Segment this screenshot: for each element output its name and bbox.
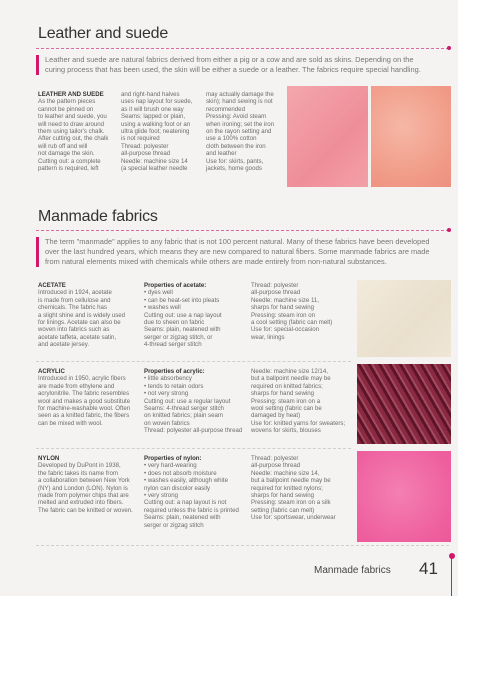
section-rule bbox=[36, 48, 449, 49]
text-line: to leather and suede, you bbox=[38, 113, 107, 121]
section-title-manmade: Manmade fabrics bbox=[38, 208, 158, 225]
text-line: seen as a knitted fabric, the fibers bbox=[38, 412, 130, 420]
text-line: wovens for skirts, blouses bbox=[251, 427, 321, 435]
text-line: Developed by DuPont in 1938, bbox=[38, 462, 121, 470]
text-line: As the pattern pieces bbox=[38, 98, 96, 106]
text-line: recommended bbox=[206, 105, 245, 113]
footer-line bbox=[451, 557, 452, 596]
text-line: • little absorbency bbox=[144, 375, 192, 383]
text-line: cloth between the iron bbox=[206, 142, 266, 150]
text-line: all-purpose thread bbox=[121, 150, 171, 158]
text-line: • very hard-wearing bbox=[144, 462, 197, 470]
intro-line: curing process that has been used, the skin will be either a suede or a leather. The fabrics require special handling. bbox=[45, 65, 421, 74]
text-line: Needle: machine size 12/14, bbox=[251, 368, 328, 375]
text-line: Needle: machine size 11, bbox=[251, 296, 319, 304]
nylon-col-3 bbox=[251, 455, 336, 522]
text-line: the fabric takes its name from bbox=[38, 469, 118, 477]
text-line: a cool setting (fabric can melt) bbox=[251, 319, 333, 327]
text-line: uses nap layout for suede, bbox=[121, 98, 193, 106]
text-line: acrylonitrile. The fabric resembles bbox=[38, 390, 129, 398]
text-line: • dyes well bbox=[144, 289, 173, 297]
text-line: serger or zigzag stitch bbox=[144, 521, 204, 529]
leather-col-2 bbox=[121, 91, 192, 172]
fabric-heading: ACETATE bbox=[38, 282, 66, 289]
text-line: Cutting out: a nap layout is not bbox=[144, 499, 227, 507]
text-line: will need to draw around bbox=[38, 120, 105, 128]
text-line: sharps for hand sewing bbox=[251, 492, 315, 500]
intro-manmade bbox=[36, 237, 448, 267]
text-line: Use for: knitted yarns for sweaters; bbox=[251, 419, 346, 427]
text-line: for machine-washable wool. Often bbox=[38, 405, 131, 413]
text-line: a collaboration between New York bbox=[38, 477, 130, 485]
text-line: required on knitted fabrics; bbox=[251, 382, 323, 390]
text-line: • tends to retain odors bbox=[144, 382, 204, 390]
text-line: Needle: machine size 14, bbox=[251, 469, 320, 477]
text-line: After cutting out, the chalk bbox=[38, 135, 109, 143]
properties-heading: Properties of nylon: bbox=[144, 455, 202, 462]
text-line: Seams: 4-thread serger stitch bbox=[144, 405, 224, 413]
text-line: (a special leather needle bbox=[121, 165, 188, 173]
nylon-swatch bbox=[357, 451, 451, 542]
intro-line: Leather and suede are natural fabrics derived from either a pig or a cow and are sold as skins. Depending on the bbox=[45, 55, 414, 64]
acrylic-col-1 bbox=[38, 368, 130, 427]
text-line: and acetate jersey. bbox=[38, 341, 90, 349]
intro-line: over the last hundred years, which means they are new compared to natural fibers. Some manmade fabrics are made bbox=[45, 247, 430, 256]
text-line: on knitted fabrics; plain seam bbox=[144, 412, 223, 420]
row-separator bbox=[36, 361, 351, 362]
text-line: ultra glide foot; neatening bbox=[121, 128, 190, 136]
text-line: wool setting (fabric can be bbox=[251, 405, 322, 413]
text-line: not damage the skin. bbox=[38, 150, 95, 158]
row-separator bbox=[36, 448, 351, 449]
text-line: Use for: skirts, pants, bbox=[206, 157, 264, 165]
text-line: Cutting out: a complete bbox=[38, 157, 101, 165]
text-line: are made from ethylene and bbox=[38, 382, 115, 390]
text-line: when ironing; set the iron bbox=[206, 120, 275, 128]
text-line: due to sheen on fabric bbox=[144, 319, 205, 327]
text-line: but a ballpoint needle may be bbox=[251, 375, 331, 383]
text-line: Seams: plain, neatened with bbox=[144, 514, 221, 522]
text-line: on woven fabrics bbox=[144, 419, 190, 427]
text-line: all-purpose thread bbox=[251, 462, 301, 470]
text-line: • not very strong bbox=[144, 390, 189, 398]
text-line: jackets, home goods bbox=[206, 165, 262, 173]
text-line: (NY) and London (LON). Nylon is bbox=[38, 484, 128, 492]
acetate-col-3 bbox=[251, 282, 332, 341]
acrylic-col-3 bbox=[251, 368, 345, 435]
text-line: Use for: special-occasion bbox=[251, 326, 320, 334]
page-number: 41 bbox=[419, 559, 438, 578]
text-line: pattern is required, left bbox=[38, 165, 99, 173]
text-line: nylon can discolor easily bbox=[144, 484, 211, 492]
text-line: wool and makes a good substitute bbox=[38, 397, 131, 405]
text-line: Pressing: Avoid steam bbox=[206, 113, 267, 121]
text-line: 4-thread serger stitch bbox=[144, 341, 202, 349]
text-line: damaged by heat) bbox=[251, 412, 301, 420]
running-footer: Manmade fabrics bbox=[314, 565, 391, 576]
text-line: acetate taffeta, acetate satin, bbox=[38, 333, 117, 341]
text-line: them using tailor's chalk. bbox=[38, 128, 105, 136]
text-line: will rub off and will bbox=[38, 142, 88, 150]
text-line: • does not absorb moisture bbox=[144, 469, 217, 477]
text-line: chemicals. The fabric has bbox=[38, 304, 107, 312]
text-line: Thread: polyester bbox=[251, 455, 299, 462]
properties-heading: Properties of acetate: bbox=[144, 282, 207, 289]
text-line: on the rayon setting and bbox=[206, 128, 272, 136]
text-line: • washes well bbox=[144, 304, 181, 312]
text-line: Pressing: steam iron on a silk bbox=[251, 499, 331, 507]
text-line: • very strong bbox=[144, 492, 178, 500]
text-line: skin); hand sewing is not bbox=[206, 98, 273, 106]
text-line: The fabric can be knitted or woven. bbox=[38, 506, 133, 514]
text-line: using a walking foot or an bbox=[121, 120, 191, 128]
text-line: serger or zigzag stitch, or bbox=[144, 333, 213, 341]
nylon-col-1 bbox=[38, 455, 133, 514]
text-line: all-purpose thread bbox=[251, 289, 301, 297]
text-line: setting (fabric can melt) bbox=[251, 506, 315, 514]
text-line: Seams: plain, neatened with bbox=[144, 326, 221, 334]
text-line: can be mixed with wool. bbox=[38, 419, 103, 427]
intro-accent-bar bbox=[36, 55, 39, 75]
text-line: Pressing: steam iron on bbox=[251, 311, 316, 319]
intro-leather bbox=[36, 55, 448, 75]
text-line: as it will brush one way bbox=[121, 105, 184, 113]
acrylic-swatch bbox=[357, 364, 451, 444]
rule-dot bbox=[447, 228, 451, 232]
text-line: • washes easily, although white bbox=[144, 477, 228, 485]
text-line: use a 100% cotton bbox=[206, 135, 257, 143]
text-line: made from polymer chips that are bbox=[38, 492, 129, 500]
text-line: Cutting out: use a nap layout bbox=[144, 311, 222, 319]
text-line: Use for: sportswear, underwear bbox=[251, 514, 336, 522]
text-line: woven into fabrics such as bbox=[38, 326, 110, 334]
text-line: sharps for hand sewing bbox=[251, 390, 315, 398]
intro-line: The term "manmade" applies to any fabric that is not 100 percent natural. Many of these fabrics have been developed bbox=[45, 237, 430, 246]
leather-swatch bbox=[287, 86, 368, 187]
text-line: but a ballpoint needle may be bbox=[251, 477, 331, 485]
acetate-swatch bbox=[357, 280, 451, 357]
text-line: for linings. Acetate can also be bbox=[38, 319, 121, 327]
intro-accent-bar bbox=[36, 237, 39, 267]
row-separator bbox=[36, 545, 449, 546]
text-line: and leather bbox=[206, 150, 237, 158]
text-line: melted and extruded into fibers. bbox=[38, 499, 124, 507]
intro-line: from natural elements mixed with chemicals while others are made entirely from non-natural substances. bbox=[45, 257, 387, 266]
text-line: is made from cellulose and bbox=[38, 296, 111, 304]
acetate-col-1 bbox=[38, 282, 125, 349]
text-line: a slight shine and is widely used bbox=[38, 311, 126, 319]
leather-col-1 bbox=[38, 91, 108, 172]
fabric-heading: NYLON bbox=[38, 455, 60, 462]
text-line: required for knitted nylons; bbox=[251, 484, 323, 492]
text-line: sharps for hand sewing bbox=[251, 304, 315, 312]
text-line: Pressing: steam iron on a bbox=[251, 397, 321, 405]
leather-col-3 bbox=[206, 91, 274, 172]
text-line: Thread: polyester all-purpose thread bbox=[144, 427, 243, 435]
section-title-leather: Leather and suede bbox=[38, 25, 169, 42]
text-line: is not required bbox=[121, 135, 160, 143]
text-line: Thread: polyester bbox=[121, 142, 169, 150]
properties-heading: Properties of acrylic: bbox=[144, 368, 205, 375]
suede-swatch bbox=[371, 86, 451, 187]
text-line: required unless the fabric is printed bbox=[144, 506, 239, 514]
text-line: • can be heat-set into pleats bbox=[144, 296, 220, 304]
acrylic-col-2 bbox=[144, 368, 242, 435]
nylon-col-2 bbox=[144, 455, 239, 529]
section-rule bbox=[36, 230, 449, 231]
text-line: Cutting out: use a regular layout bbox=[144, 397, 231, 405]
text-line: and right-hand halves bbox=[121, 91, 180, 98]
text-line: Introduced in 1950, acrylic fibers bbox=[38, 375, 126, 383]
text-line: Seams: lapped or plain, bbox=[121, 113, 186, 121]
text-line: may actually damage the bbox=[206, 91, 274, 98]
text-line: Introduced in 1924, acetate bbox=[38, 289, 112, 297]
fabric-heading: ACRYLIC bbox=[38, 368, 65, 375]
rule-dot bbox=[447, 46, 451, 50]
text-line: Needle: machine size 14 bbox=[121, 157, 188, 165]
acetate-col-2 bbox=[144, 282, 222, 349]
text-line: Thread: polyester bbox=[251, 282, 299, 289]
fabric-heading: LEATHER AND SUEDE bbox=[38, 91, 104, 98]
text-line: wear, linings bbox=[251, 333, 285, 341]
text-line: cannot be pinned on bbox=[38, 105, 94, 113]
